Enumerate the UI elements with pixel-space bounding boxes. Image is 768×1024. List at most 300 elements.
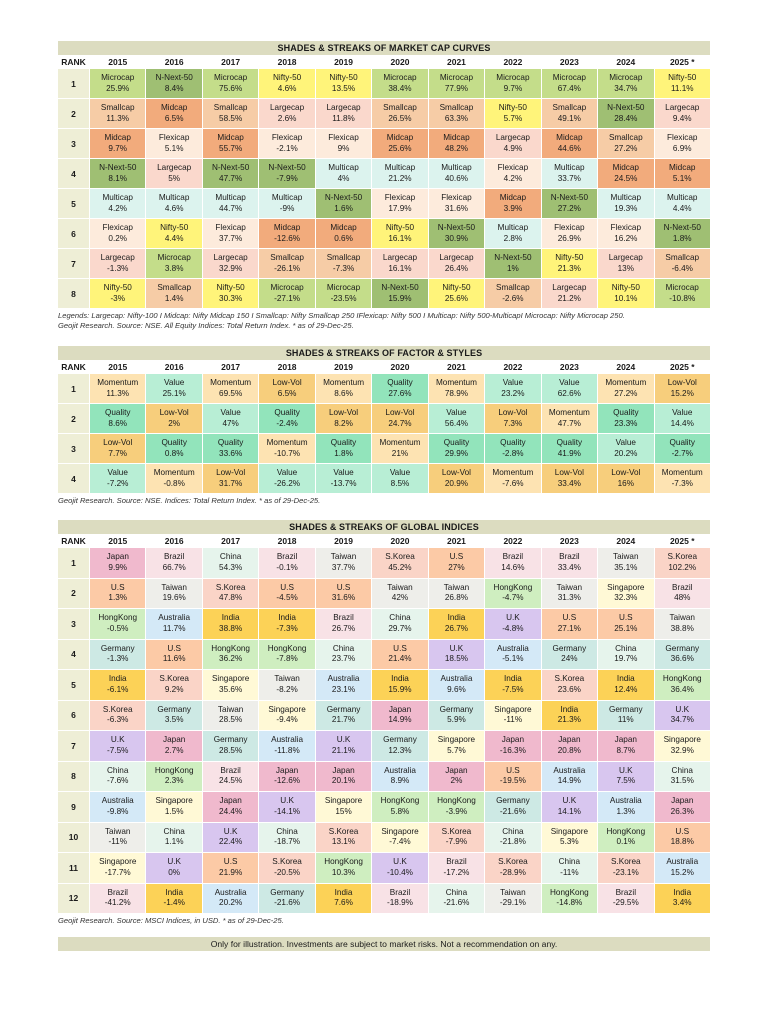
table-cell (202, 792, 258, 823)
table-cell (597, 159, 653, 189)
cell-return: 47.7% (557, 418, 581, 428)
cell-name: Largecap (213, 253, 248, 262)
table-cell (428, 219, 484, 249)
cell-name: Australia (327, 674, 360, 684)
cell-return: -21.6% (274, 898, 301, 908)
table-cell (145, 609, 201, 640)
table-cell (541, 99, 597, 129)
cell-name: Japan (106, 552, 129, 562)
cell-name: Flexicap (158, 133, 190, 142)
cell-name: Largecap (608, 253, 643, 262)
table-cell (371, 434, 427, 464)
table-cell (89, 129, 145, 159)
cell-return: -13.7% (330, 478, 357, 488)
cell-name: Japan (275, 765, 299, 775)
table-cell (258, 884, 314, 915)
table-cell (315, 792, 371, 823)
cell-name: Largecap (382, 253, 418, 262)
cell-name: Quality (161, 438, 187, 447)
cell-name: China (332, 643, 355, 653)
cell-return: -20.5% (274, 867, 301, 877)
factor-styles-body (58, 374, 710, 494)
cell-name: Low-Vol (272, 378, 302, 387)
cell-return: 26.3% (670, 806, 694, 816)
cell-name: S.Korea (498, 857, 528, 867)
table-cell (371, 579, 427, 610)
cell-name: U.K (223, 826, 238, 836)
table-cell (258, 404, 314, 434)
cell-return: -8.2% (276, 684, 298, 694)
cell-name: Flexicap (667, 133, 698, 142)
cell-name: Microcap (101, 73, 135, 82)
table-cell (654, 579, 710, 610)
table-cell (428, 374, 484, 404)
cell-return: -0.1% (276, 562, 298, 572)
cell-name: Smallcap (270, 253, 304, 262)
cell-name: Low-Vol (554, 468, 584, 477)
cell-return: 15.9% (388, 293, 412, 303)
cell-return: 6.5% (277, 388, 297, 398)
cell-return: 22.4% (219, 837, 243, 847)
cell-return: 31.6% (444, 203, 469, 213)
cell-name: Australia (158, 613, 191, 623)
cell-name: N-Next-50 (550, 193, 588, 202)
table-row (58, 464, 710, 494)
table-cell (428, 464, 484, 494)
factor-styles-section (58, 346, 710, 506)
table-cell (258, 579, 314, 610)
cell-name: India (334, 887, 353, 897)
cell-return: 11.3% (106, 113, 130, 123)
cell-name: China (615, 643, 637, 653)
table-cell (315, 189, 371, 219)
cell-return: -7.2% (107, 478, 129, 488)
cell-name: Largecap (495, 133, 530, 142)
cell-return: 21.3% (557, 263, 581, 273)
market-cap-title: SHADES & STREAKS OF MARKET CAP CURVES (58, 41, 710, 55)
cell-return: -6.1% (107, 684, 129, 694)
cell-return: 62.6% (557, 388, 581, 398)
cell-return: 38.4% (388, 83, 412, 93)
cell-name: Japan (445, 765, 468, 775)
cell-return: 34.7% (614, 83, 638, 93)
cell-name: Germany (100, 643, 135, 653)
cell-return: 23.6% (557, 684, 581, 694)
table-row (58, 69, 710, 99)
cell-name: U.K (393, 857, 407, 867)
cell-return: -7.6% (502, 478, 524, 488)
cell-name: U.K (675, 704, 690, 714)
cell-name: Brazil (389, 887, 411, 897)
cell-name: HongKong (437, 796, 476, 806)
cell-return: 11.6% (162, 654, 186, 664)
table-row (58, 249, 710, 279)
cell-return: -9% (279, 203, 295, 213)
cell-name: Midcap (160, 103, 188, 112)
cell-return: 16.1% (388, 263, 412, 273)
table-cell (597, 249, 653, 279)
table-cell (202, 670, 258, 701)
table-cell (202, 731, 258, 762)
cell-name: Brazil (333, 613, 354, 623)
table-cell (145, 884, 201, 915)
table-cell (428, 731, 484, 762)
cell-name: India (108, 674, 127, 684)
table-cell (145, 129, 201, 159)
table-cell (202, 249, 258, 279)
cell-name: Singapore (268, 704, 306, 714)
cell-return: -12.6% (274, 233, 301, 243)
cell-return: 21% (391, 448, 409, 458)
table-cell (258, 129, 314, 159)
cell-return: 34.7% (670, 715, 694, 725)
table-cell (484, 731, 540, 762)
table-cell (541, 853, 597, 884)
year-header: 2017 (202, 360, 258, 374)
table-row (58, 792, 710, 823)
table-cell (597, 823, 653, 854)
table-cell (202, 434, 258, 464)
table-cell (597, 579, 653, 610)
table-cell (89, 374, 145, 404)
cell-name: Germany (665, 643, 700, 653)
cell-return: 4% (337, 173, 350, 183)
cell-name: Low-Vol (441, 468, 472, 477)
cell-return: 1.3% (616, 806, 636, 816)
cell-return: 7.7% (108, 448, 128, 458)
cell-return: 5.8% (390, 806, 410, 816)
cell-name: Momentum (153, 468, 195, 477)
cell-name: Microcap (326, 283, 361, 292)
table-cell (597, 853, 653, 884)
table-cell (541, 884, 597, 915)
cell-return: 29.7% (388, 623, 412, 633)
table-cell (654, 374, 710, 404)
cell-name: Midcap (556, 133, 583, 142)
cell-name: U.S (110, 582, 125, 592)
table-cell (541, 731, 597, 762)
cell-name: Nifty-50 (329, 73, 358, 82)
table-cell (371, 640, 427, 671)
cell-return: 25.6% (444, 293, 469, 303)
table-cell (258, 189, 314, 219)
table-cell (428, 189, 484, 219)
rank-cell: 3 (58, 434, 89, 464)
table-cell (89, 219, 145, 249)
table-cell (541, 129, 597, 159)
table-cell (541, 792, 597, 823)
cell-return: -5.1% (502, 654, 524, 664)
table-cell (89, 823, 145, 854)
cell-return: 16.1% (388, 233, 412, 243)
cell-name: Flexicap (271, 133, 303, 142)
cell-return: 37.7% (219, 233, 243, 243)
table-cell (315, 434, 371, 464)
cell-return: 20.2% (219, 898, 243, 908)
table-cell (654, 69, 710, 99)
cell-return: 27.1% (557, 623, 581, 633)
cell-return: 0.8% (164, 448, 184, 458)
table-cell (315, 823, 371, 854)
cell-name: Japan (332, 765, 355, 775)
factor-styles-header-row (58, 360, 710, 374)
global-indices-title: SHADES & STREAKS OF GLOBAL INDICES (58, 520, 710, 534)
table-cell (654, 792, 710, 823)
cell-return: 0.2% (108, 233, 128, 243)
cell-return: 8.7% (616, 745, 636, 755)
table-cell (258, 823, 314, 854)
cell-return: 32.9% (219, 263, 243, 273)
cell-return: 2.3% (164, 776, 184, 786)
cell-return: 12.3% (388, 745, 412, 755)
table-cell (654, 762, 710, 793)
table-cell (654, 279, 710, 309)
cell-name: Japan (388, 704, 412, 714)
cell-name: Flexicap (328, 133, 359, 142)
cell-return: 21.7% (331, 715, 356, 725)
year-header: 2025 * (654, 360, 710, 374)
table-cell (428, 249, 484, 279)
table-cell (315, 579, 371, 610)
table-cell (202, 548, 258, 579)
year-header: 2024 (597, 55, 653, 69)
cell-return: 24.5% (614, 173, 638, 183)
cell-return: -4.7% (502, 593, 524, 603)
year-header: 2018 (258, 534, 314, 548)
cell-name: U.K (336, 735, 351, 745)
cell-return: 29.9% (444, 448, 469, 458)
cell-return: 47.7% (219, 173, 243, 183)
cell-name: Midcap (612, 163, 639, 172)
cell-name: Microcap (439, 73, 474, 82)
cell-name: Singapore (155, 796, 193, 806)
table-cell (541, 159, 597, 189)
cell-return: 5.9% (447, 715, 466, 725)
cell-return: 21.1% (331, 745, 356, 755)
table-cell (597, 701, 653, 732)
cell-return: -28.9% (499, 867, 526, 877)
table-cell (541, 374, 597, 404)
cell-return: 32.9% (670, 745, 694, 755)
table-cell (258, 374, 314, 404)
cell-name: U.S (562, 613, 577, 623)
cell-name: Value (389, 468, 411, 477)
cell-return: -29.1% (499, 898, 526, 908)
table-cell (541, 219, 597, 249)
cell-name: Brazil (220, 765, 241, 775)
cell-return: 21.2% (388, 173, 412, 183)
table-cell (315, 464, 371, 494)
cell-name: Smallcap (608, 133, 643, 142)
cell-name: Momentum (435, 378, 477, 387)
cell-return: 15% (335, 806, 352, 816)
rank-cell: 1 (58, 548, 89, 579)
cell-name: Flexicap (215, 223, 246, 232)
table-cell (145, 434, 201, 464)
cell-return: 4.9% (503, 143, 523, 153)
cell-return: 37.7% (331, 562, 356, 572)
table-cell (484, 609, 540, 640)
table-cell (541, 404, 597, 434)
market-cap-header-row (58, 55, 710, 69)
cell-return: 67.4% (557, 83, 581, 93)
cell-return: -9.4% (276, 715, 298, 725)
cell-return: 19.7% (614, 654, 638, 664)
table-row (58, 731, 710, 762)
cell-name: Microcap (552, 73, 586, 82)
cell-return: 8.6% (334, 388, 353, 398)
cell-name: Australia (609, 796, 642, 806)
cell-return: 2% (450, 776, 463, 786)
table-cell (315, 159, 371, 189)
table-cell (541, 670, 597, 701)
cell-name: Low-Vol (103, 438, 133, 447)
cell-name: S.Korea (159, 674, 189, 684)
table-cell (89, 464, 145, 494)
table-cell (654, 129, 710, 159)
cell-name: Brazil (615, 887, 637, 897)
cell-return: -21.8% (499, 837, 526, 847)
market-cap-section (58, 41, 710, 331)
cell-return: 5% (168, 173, 181, 183)
table-cell (597, 219, 653, 249)
table-cell (484, 279, 540, 309)
table-cell (654, 189, 710, 219)
cell-name: Quality (613, 408, 639, 417)
cell-return: 9.7% (503, 83, 523, 93)
table-cell (484, 579, 540, 610)
table-cell (202, 159, 258, 189)
table-cell (202, 701, 258, 732)
cell-return: 31.6% (331, 593, 356, 603)
cell-return: -7.3% (276, 623, 298, 633)
table-cell (89, 640, 145, 671)
table-row (58, 853, 710, 884)
cell-return: 26.7% (444, 623, 469, 633)
cell-name: Taiwan (104, 826, 131, 836)
cell-name: Multicap (497, 223, 529, 232)
table-cell (145, 249, 201, 279)
cell-name: Flexicap (554, 223, 585, 232)
table-cell (597, 640, 653, 671)
cell-name: China (276, 826, 298, 836)
table-cell (484, 823, 540, 854)
cell-return: -6.3% (107, 715, 129, 725)
cell-return: 4.4% (164, 233, 184, 243)
table-cell (202, 464, 258, 494)
table-cell (371, 159, 427, 189)
cell-name: HongKong (211, 643, 250, 653)
cell-return: 75.6% (219, 83, 243, 93)
cell-name: Nifty-50 (216, 283, 245, 292)
table-cell (428, 762, 484, 793)
cell-return: -10.7% (274, 448, 301, 458)
cell-return: 27.2% (557, 203, 581, 213)
table-cell (654, 434, 710, 464)
cell-name: Australia (384, 765, 416, 775)
cell-return: 3.9% (503, 203, 523, 213)
cell-return: 4.2% (503, 173, 523, 183)
cell-name: Momentum (548, 408, 590, 417)
cell-return: 14.1% (557, 806, 581, 816)
table-cell (145, 701, 201, 732)
cell-return: 20.1% (331, 776, 356, 786)
cell-return: 13% (617, 263, 634, 273)
cell-name: Brazil (276, 552, 298, 562)
cell-return: -9.8% (107, 806, 129, 816)
table-cell (654, 701, 710, 732)
cell-return: 5.3% (560, 837, 579, 847)
table-cell (258, 701, 314, 732)
table-cell (202, 189, 258, 219)
table-cell (202, 609, 258, 640)
year-header: 2020 (371, 360, 427, 374)
cell-return: 8.1% (108, 173, 128, 183)
cell-return: 23.2% (501, 388, 525, 398)
cell-return: -0.8% (163, 478, 185, 488)
cell-return: 7.3% (503, 418, 523, 428)
cell-return: 66.7% (162, 562, 186, 572)
cell-return: -16.3% (499, 745, 526, 755)
cell-return: 9.2% (164, 684, 184, 694)
cell-return: 26.5% (388, 113, 412, 123)
cell-name: Germany (157, 704, 192, 714)
cell-name: S.Korea (215, 582, 246, 592)
table-cell (258, 853, 314, 884)
cell-name: U.S (223, 857, 238, 867)
cell-return: 15.9% (388, 684, 412, 694)
cell-name: Microcap (157, 253, 191, 262)
cell-name: Flexicap (497, 163, 529, 172)
cell-name: Microcap (270, 283, 304, 292)
cell-name: Midcap (443, 133, 470, 142)
table-row (58, 129, 710, 159)
cell-return: 1.6% (334, 203, 353, 213)
cell-name: U.S (393, 643, 407, 653)
cell-name: Quality (500, 438, 526, 447)
table-cell (258, 609, 314, 640)
table-row (58, 189, 710, 219)
table-cell (597, 434, 653, 464)
cell-return: -1.3% (107, 654, 129, 664)
cell-return: -21.6% (443, 898, 470, 908)
table-cell (145, 189, 201, 219)
cell-return: -11% (108, 837, 127, 847)
cell-name: India (165, 887, 184, 897)
cell-return: 44.7% (219, 203, 243, 213)
cell-return: 1.8% (672, 233, 692, 243)
cell-return: 0.6% (334, 233, 353, 243)
table-cell (597, 99, 653, 129)
table-row (58, 640, 710, 671)
cell-return: 41.9% (557, 448, 581, 458)
table-cell (484, 640, 540, 671)
cell-name: India (504, 674, 522, 684)
rank-header: RANK (61, 57, 86, 67)
table-cell (258, 731, 314, 762)
table-cell (89, 609, 145, 640)
cell-return: 38.8% (219, 623, 243, 633)
cell-return: 26.9% (557, 233, 581, 243)
cell-name: Smallcap (496, 283, 530, 292)
table-cell (428, 69, 484, 99)
cell-name: Quality (556, 438, 583, 447)
year-header: 2016 (145, 360, 201, 374)
cell-name: Midcap (386, 133, 414, 142)
cell-name: U.K (280, 796, 294, 806)
market-cap-source-note: Geojit Research. Source: NSE. All Equity Indices: Total Return Index. * as of 29-Dec-25. (58, 321, 354, 330)
cell-return: 5.1% (672, 173, 692, 183)
